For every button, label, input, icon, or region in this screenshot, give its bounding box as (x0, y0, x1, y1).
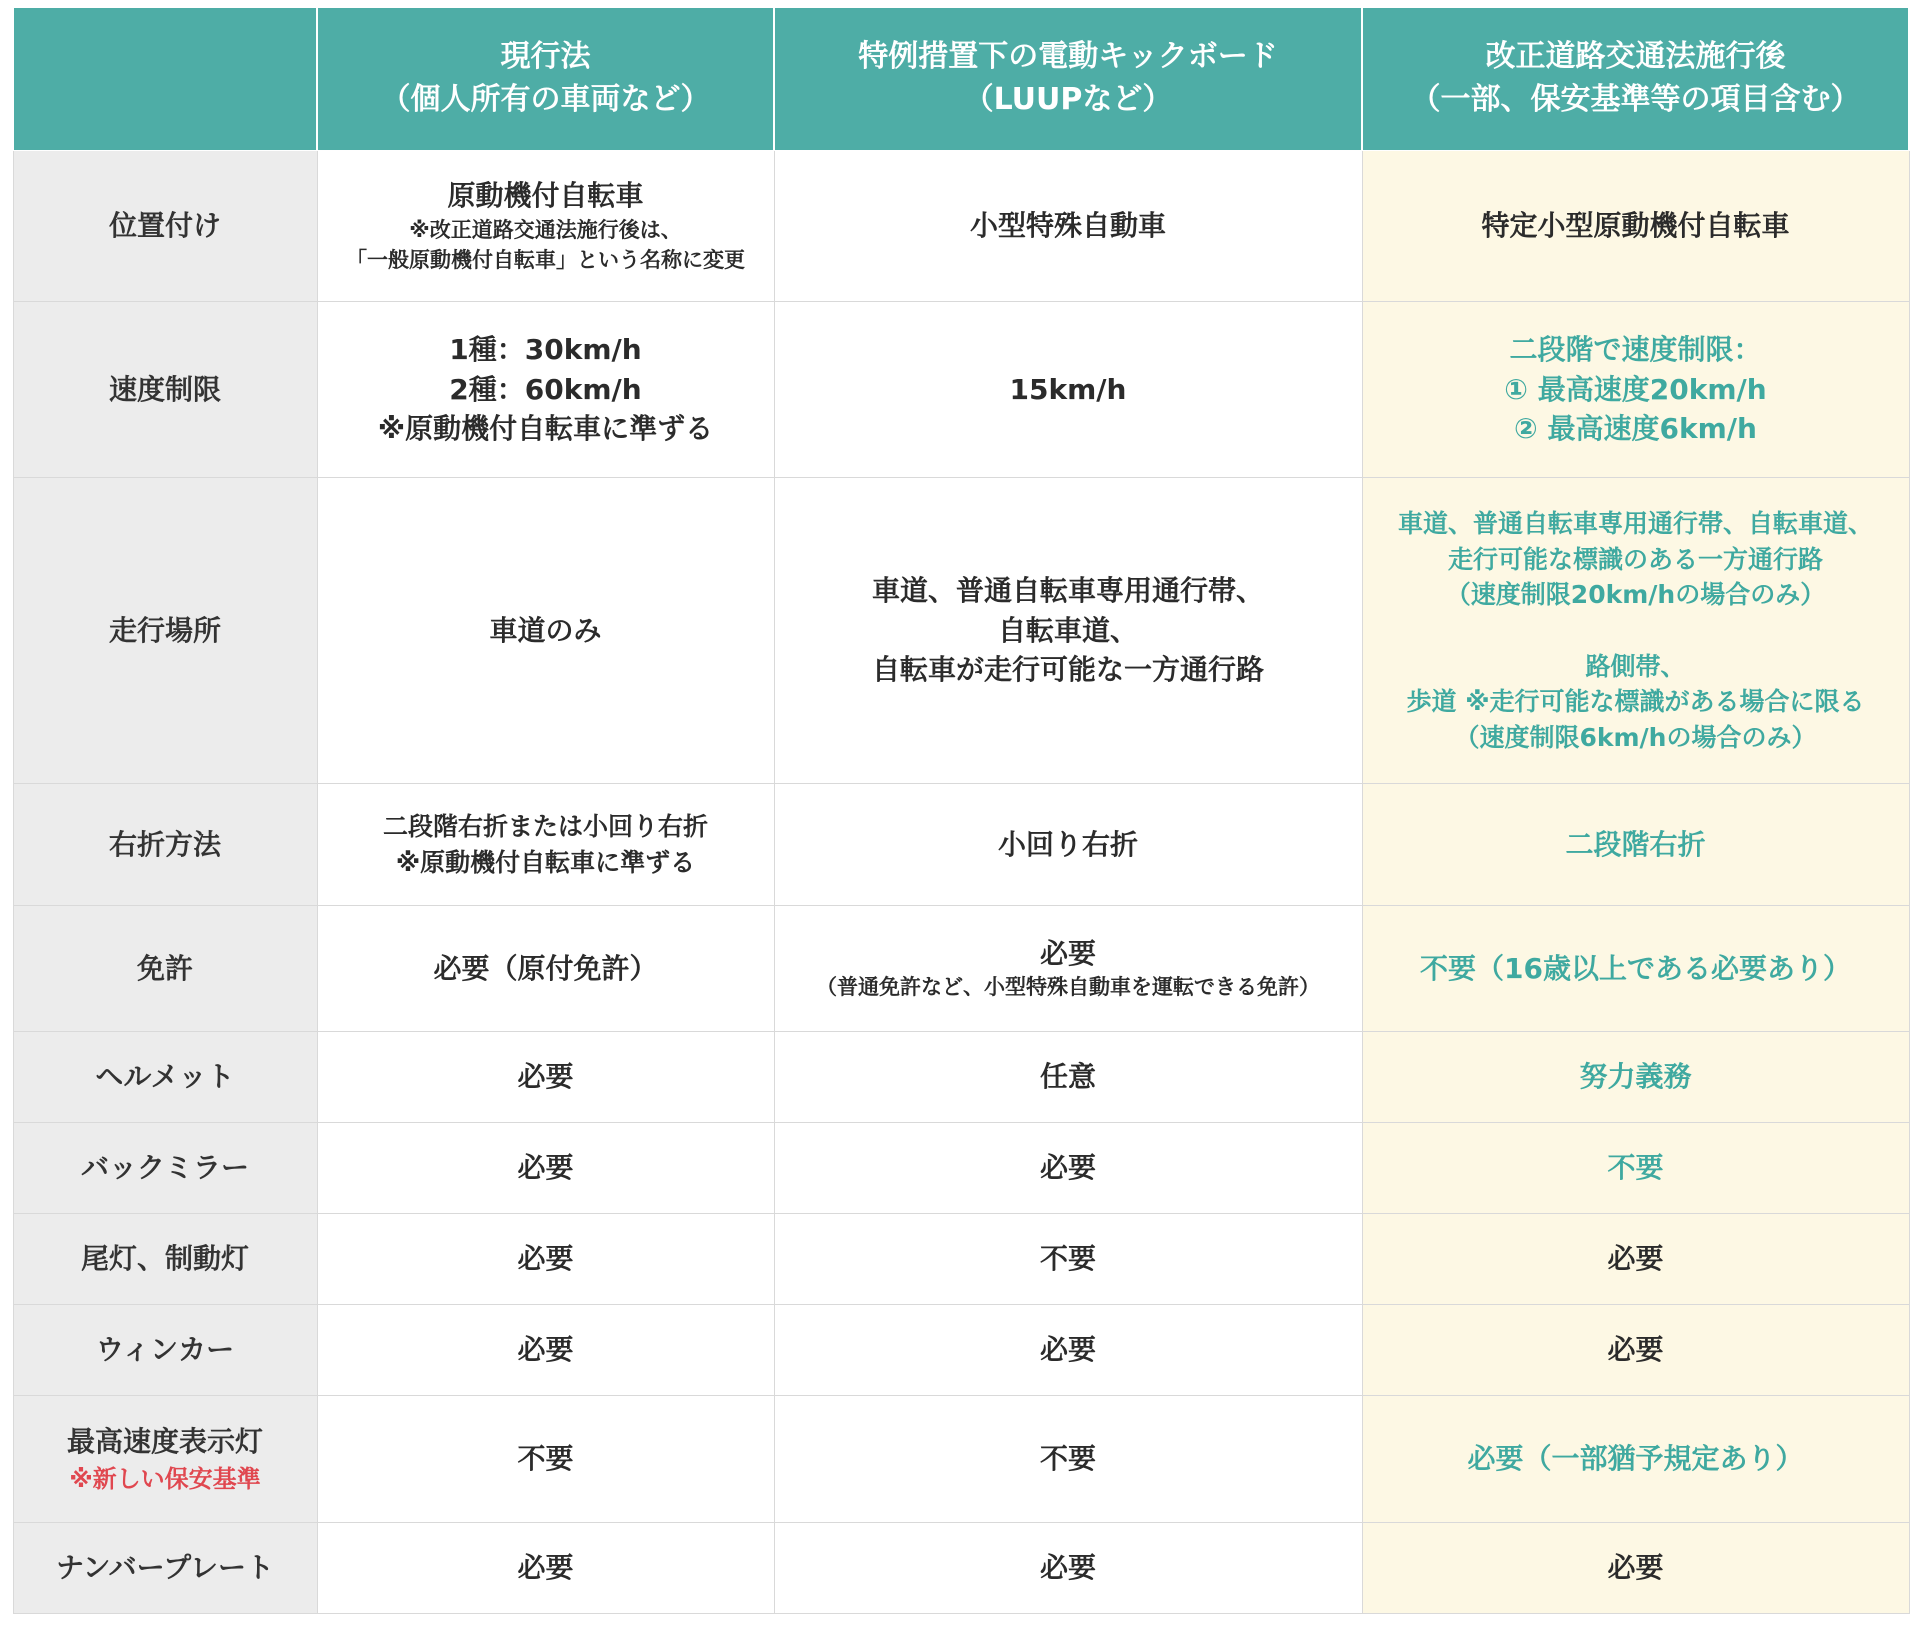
cell-speed-current-line1: 1種：30km/h (449, 332, 642, 366)
cell-license-special-line1: 必要 (1039, 936, 1096, 970)
cell-positioning-current-main: 原動機付自転車 (447, 179, 644, 213)
row-label-helmet: ヘルメット (13, 1032, 317, 1123)
cell-place-special-line2: 自転車道、 (997, 613, 1138, 647)
row-label-speed-light-note: ※新しい保安基準 (69, 1464, 261, 1493)
cell-winker-revised: 必要 (1362, 1305, 1909, 1396)
header-row (13, 8, 1909, 151)
cell-right-turn-special: 小回り右折 (774, 784, 1362, 906)
cell-positioning-current-note2: 「一般原動機付自転車」という名称に変更 (346, 247, 745, 272)
row-label-license: 免許 (13, 906, 317, 1032)
cell-speed-light-current: 不要 (317, 1396, 774, 1523)
cell-place-special-line1: 車道、普通自転車専用通行帯、 (871, 573, 1264, 607)
row-label-right-turn: 右折方法 (13, 784, 317, 906)
header-current-law-title: 現行法 (500, 39, 591, 75)
cell-speed-revised-line3: ② 最高速度6km/h (1514, 412, 1757, 446)
cell-positioning-special: 小型特殊自動車 (774, 151, 1362, 302)
cell-right-turn-current-line1: 二段階右折または小回り右折 (382, 812, 708, 841)
table-row-speed (13, 302, 1909, 478)
cell-place-revised (1362, 478, 1909, 784)
cell-plate-special: 必要 (774, 1523, 1362, 1614)
cell-speed-light-special: 不要 (774, 1396, 1362, 1523)
cell-helmet-current: 必要 (317, 1032, 774, 1123)
table-row-speed-light (13, 1396, 1909, 1523)
cell-speed-revised-line1: 二段階で速度制限： (1509, 332, 1762, 366)
cell-tail-light-special: 不要 (774, 1214, 1362, 1305)
header-special-measure (774, 8, 1362, 151)
cell-speed-current (317, 302, 774, 478)
cell-place-revised-line3: （速度制限20km/hの場合のみ） (1445, 580, 1826, 609)
row-label-place: 走行場所 (13, 478, 317, 784)
cell-helmet-revised: 努力義務 (1362, 1032, 1909, 1123)
header-revised-law-title: 改正道路交通法施行後 (1485, 39, 1786, 75)
cell-place-revised-line5: 歩道 ※走行可能な標識がある場合に限る (1406, 687, 1865, 716)
cell-mirror-revised: 不要 (1362, 1123, 1909, 1214)
cell-license-special (774, 906, 1362, 1032)
row-label-tail-light: 尾灯、制動灯 (13, 1214, 317, 1305)
table-row-license (13, 906, 1909, 1032)
table-row-mirror (13, 1123, 1909, 1214)
cell-positioning-current (317, 151, 774, 302)
row-label-plate: ナンバープレート (13, 1523, 317, 1614)
cell-speed-current-line3: ※原動機付自転車に準ずる (377, 412, 714, 446)
cell-right-turn-revised: 二段階右折 (1362, 784, 1909, 906)
cell-tail-light-revised: 必要 (1362, 1214, 1909, 1305)
cell-plate-current: 必要 (317, 1523, 774, 1614)
header-current-law-subtitle: （個人所有の車両など） (380, 82, 711, 117)
comparison-table-wrapper (12, 8, 1908, 1614)
cell-positioning-revised: 特定小型原動機付自転車 (1362, 151, 1909, 302)
cell-speed-light-revised: 必要（一部猶予規定あり） (1362, 1396, 1909, 1523)
table-row-right-turn (13, 784, 1909, 906)
row-label-positioning: 位置付け (13, 151, 317, 302)
header-revised-law (1362, 8, 1909, 151)
header-current-law (317, 8, 774, 151)
header-corner (13, 8, 317, 151)
row-label-speed-light (13, 1396, 317, 1523)
cell-place-special (774, 478, 1362, 784)
cell-place-current: 車道のみ (317, 478, 774, 784)
cell-mirror-special: 必要 (774, 1123, 1362, 1214)
cell-winker-special: 必要 (774, 1305, 1362, 1396)
table-row-winker (13, 1305, 1909, 1396)
cell-mirror-current: 必要 (317, 1123, 774, 1214)
row-label-speed-light-text: 最高速度表示灯 (66, 1425, 263, 1459)
cell-speed-revised-line2: ① 最高速度20km/h (1504, 372, 1767, 406)
cell-license-revised: 不要（16歳以上である必要あり） (1362, 906, 1909, 1032)
cell-place-revised-line1: 車道、普通自転車専用通行帯、自転車道、 (1397, 509, 1873, 538)
table-row-helmet (13, 1032, 1909, 1123)
cell-speed-revised (1362, 302, 1909, 478)
table-row-place (13, 478, 1909, 784)
cell-right-turn-current-line2: ※原動機付自転車に準ずる (395, 847, 696, 877)
row-label-speed: 速度制限 (13, 302, 317, 478)
table-row-positioning (13, 151, 1909, 302)
cell-tail-light-current: 必要 (317, 1214, 774, 1305)
cell-place-revised-line2: 走行可能な標識のある一方通行路 (1447, 544, 1823, 574)
cell-license-current: 必要（原付免許） (317, 906, 774, 1032)
header-revised-law-subtitle: （一部、保安基準等の項目含む） (1410, 82, 1861, 117)
row-label-winker: ウィンカー (13, 1305, 317, 1396)
cell-place-revised-spacer (1371, 613, 1901, 649)
cell-speed-current-line2: 2種：60km/h (449, 372, 642, 406)
cell-place-revised-line4: 路側帯、 (1585, 651, 1686, 681)
cell-speed-special: 15km/h (774, 302, 1362, 478)
table-row-plate (13, 1523, 1909, 1614)
row-label-mirror: バックミラー (13, 1123, 317, 1214)
cell-positioning-current-note1: ※改正道路交通法施行後は、 (409, 218, 682, 243)
comparison-table (12, 8, 1910, 1614)
cell-place-revised-line6: （速度制限6km/hの場合のみ） (1454, 722, 1817, 752)
cell-right-turn-current (317, 784, 774, 906)
cell-place-special-line3: 自転車が走行可能な一方通行路 (871, 653, 1264, 687)
header-special-measure-title: 特例措置下の電動キックボード (858, 39, 1278, 75)
header-special-measure-subtitle: （LUUPなど） (963, 82, 1173, 117)
cell-winker-current: 必要 (317, 1305, 774, 1396)
cell-helmet-special: 任意 (774, 1032, 1362, 1123)
cell-license-special-line2: （普通免許など、小型特殊自動車を運転できる免許） (816, 975, 1320, 1000)
table-row-tail-light (13, 1214, 1909, 1305)
cell-plate-revised: 必要 (1362, 1523, 1909, 1614)
